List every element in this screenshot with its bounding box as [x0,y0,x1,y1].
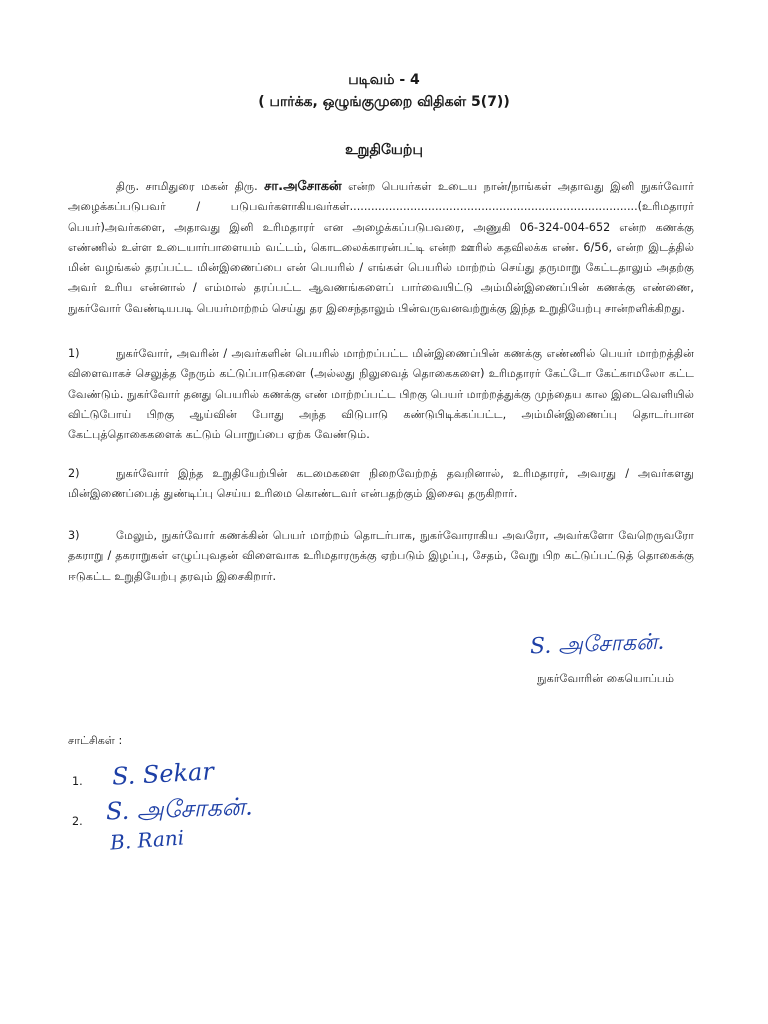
witness-signature-2: S. அசோகன். [105,792,254,826]
clause-text: நுகர்வோர், அவரின் / அவர்களின் பெயரில் மாற்றப்பட்ட மின்இணைப்பின் கணக்கு எண்ணில் பெயர் மாற்றத்தின் விளைவாகச் செலுத்த நேரும் கட்டுப்பாடுகளை (அல்லது நிலுவைத் தொகைகளை) உரிமதாரர் கேட்டோ கேட்காமலோ கட்ட வேண்டும். நுகர்வோர் தனது பெயரில் கணக்கு எண் மாற்றப்பட்ட பிறகு பெயர் மாற்றத்துக்கு முந்தைய கால இடைவெளியில் விட்டுபோய் பிறகு ஆய்வின் போது அந்த விடுபாடு கண்டுபிடிக்கப்பட்ட, அம்மின்இணைப்பு தொடர்பான கேட்புத்தொகைகளைக் கட்டும் பொறுப்பை ஏற்க வேண்டும். [68,347,694,442]
document-title: உறுதியேற்பு [345,142,423,158]
intro-rest: (உரிமதாரர் பெயர்)அவர்களை, அதாவது இனி உரிமதாரர் என அழைக்கப்படுபவரை, அணுகி 06-324-004-652 என்ற கணக்கு எண்ணில் உள்ள உடையார்பாளையம் வட்டம், கொடலைக்காரன்பட்டி என்ற ஊரில் கதவிலக்க எண். 6/56, என்ற இடத்தில் மின் வழங்கல் தரப்பட்ட மின்இணைப்பை என் பெயரில் / எங்கள் பெயரில் மாற்றம் செய்து தருமாறு கேட்டதாலும் அதற்கு அவர் உரிய என்னால் / எம்மால் தரப்பட்ட ஆவணங்களைப் பார்வையிட்டு அம்மின்இணைப்பின் கணக்கு எண்ணை, நுகர்வோர் வேண்டியபடி பெயர்மாற்றம் செய்து தர இசைந்தாலும் பின்வருவனவற்றுக்கு இந்த உறுதியேற்பு சான்றளிக்கிறது. [68,200,694,315]
blank-dots: ................................................................................. [349,200,638,214]
intro-paragraph [68,177,694,319]
clause-text: நுகர்வோர் இந்த உறுதியேற்பின் கடமைகளை நிறைவேற்றத் தவறினால், உரிமதாரர், அவரது / அவர்களது மின்இணைப்பைத் துண்டிப்பு செய்ய உரிமை கொண்டவர் என்பதற்கும் இசைவு தருகிறார். [68,467,694,501]
consumer-signature: S. அசோகன். [529,629,665,660]
witness-signature-3: B. Rani [109,825,185,855]
clause-number: 1) [68,347,80,360]
consumer-name: சா.அசோகன் [264,179,342,194]
form-rule-reference: ( பார்க்க, ஒழுங்குமுறை விதிகள் 5(7)) [258,94,510,110]
signature-caption: நுகர்வோரின் கையொப்பம் [537,672,675,685]
intro-text: என்ற பெயர்கள் உடைய நான்/நாங்கள் அதாவது இனி நுகர்வோர் அழைக்கப்படுபவர் / படுபவர்களாகியவர்கள் [68,180,694,214]
intro-prefix: திரு. சாமிதுரை மகன் திரு. [116,180,265,193]
witness-signature-1: S. Sekar [111,757,215,791]
clause-2 [68,464,694,505]
clause-number: 2) [68,467,80,480]
clause-text: மேலும், நுகர்வோர் கணக்கின் பெயர் மாற்றம் தொடர்பாக, நுகர்வோராகிய அவரோ, அவர்களோ வேறெருவரோ தகராறு / தகராறுகள் எழுப்புவதன் விளைவாக உரிமதாரருக்கு ஏற்படும் இழப்பு, சேதம், வேறு பிற கட்டுப்பட்டுத் தொகைக்கு ஈடுகட்ட உறுதியேற்பு தரவும் இசைகிறார். [68,529,694,583]
witness-number-2: 2. [72,815,83,828]
clause-number: 3) [68,529,80,542]
witness-number-1: 1. [72,775,83,788]
form-number: படிவம் - 4 [348,72,420,88]
clause-3 [68,526,694,587]
clause-1 [68,344,694,445]
witnesses-label: சாட்சிகள் : [68,734,123,747]
